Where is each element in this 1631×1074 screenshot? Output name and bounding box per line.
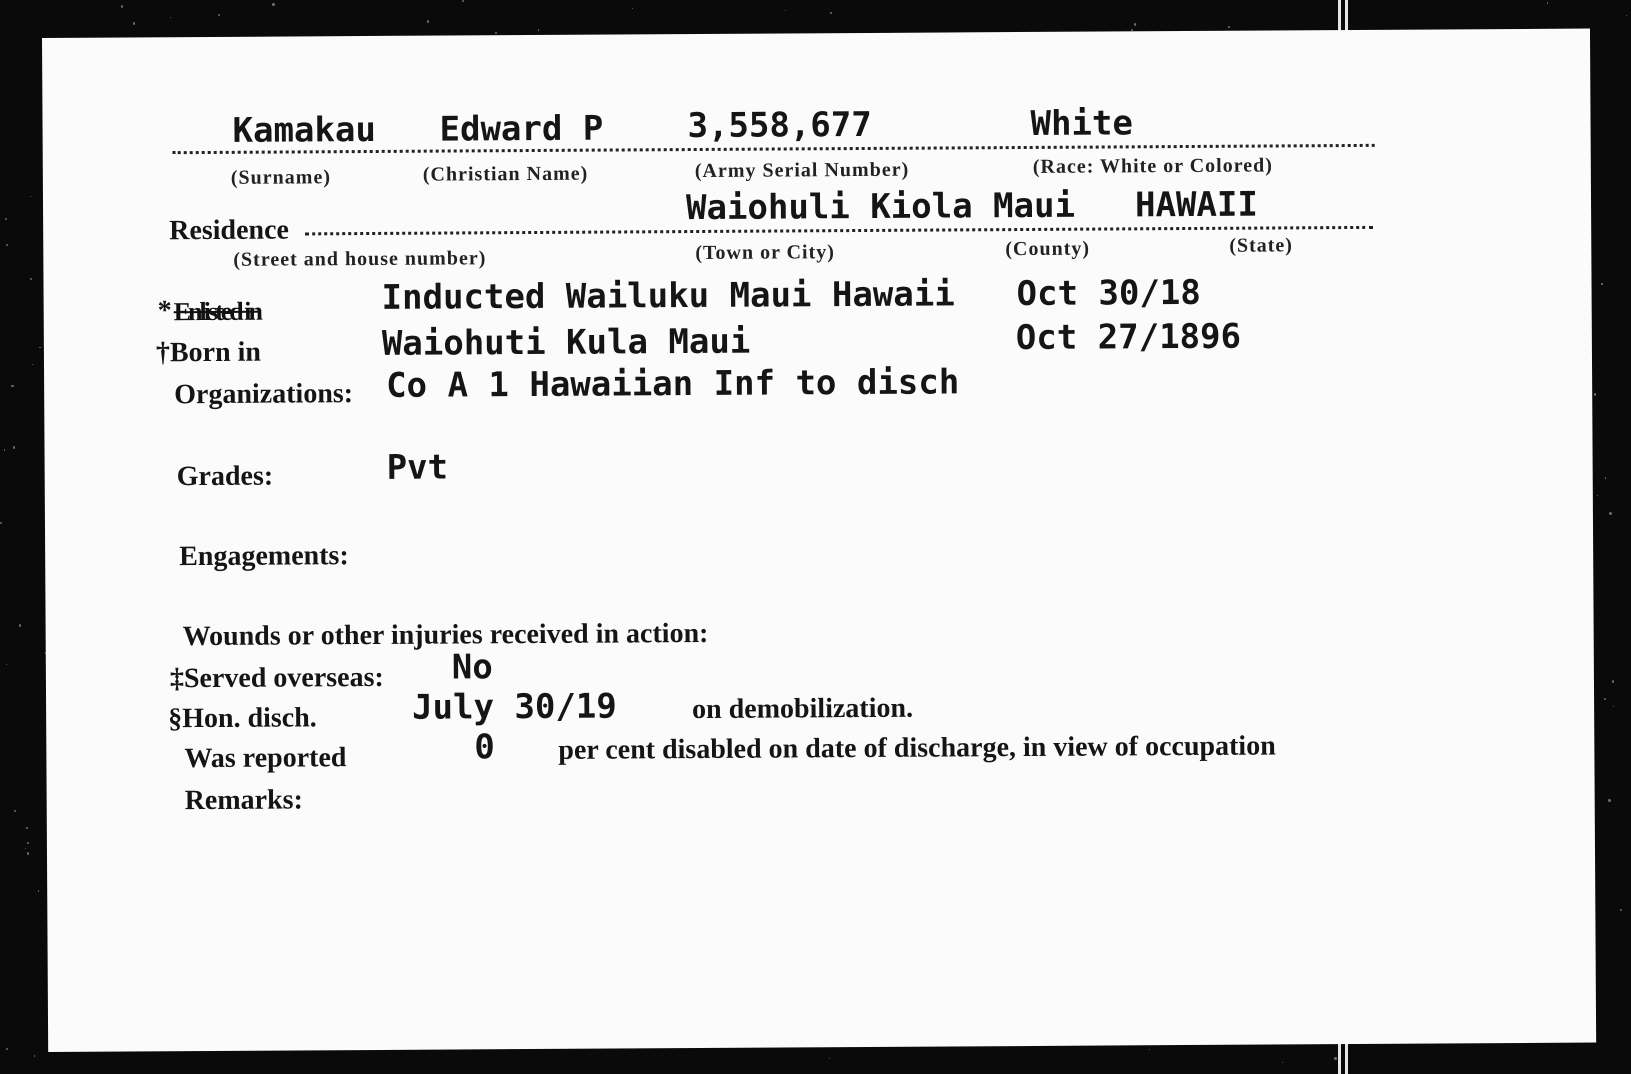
grades-value: Pvt (386, 447, 449, 488)
hon-disch-suffix: on demobilization. (692, 692, 914, 726)
scan-noise-speck (1334, 1057, 1337, 1060)
born-label: †Born in (155, 336, 262, 369)
surname-value: Kamakau (232, 109, 376, 151)
scan-noise-speck (170, 17, 171, 18)
caption-serial-number: (Army Serial Number) (694, 158, 910, 183)
scan-noise-speck (6, 244, 9, 247)
caption-street: (Street and house number) (233, 247, 487, 271)
scan-noise-speck (1134, 23, 1137, 26)
scan-noise-speck (26, 827, 28, 829)
grades-label: Grades: (176, 460, 274, 493)
scan-noise-speck (27, 842, 29, 844)
residence-town-value: Waiohuli Kiola Maui (685, 185, 1076, 229)
scan-noise-speck (38, 890, 40, 892)
organizations-value: Co A 1 Hawaiian Inf to disch (386, 362, 960, 406)
organizations-label: Organizations: (174, 378, 354, 411)
scan-noise-speck (6, 664, 7, 665)
scan-noise-speck (1608, 799, 1611, 802)
caption-town: (Town or City) (695, 241, 835, 265)
inducted-date-value: Oct 30/18 (1016, 272, 1201, 315)
scan-noise-speck (1282, 1062, 1283, 1063)
scan-noise-speck (538, 29, 539, 30)
race-value: White (1030, 103, 1134, 144)
scan-noise-speck (19, 624, 22, 627)
inducted-value: Inducted Wailuku Maui Hawaii (381, 274, 955, 318)
scan-noise-speck (11, 385, 13, 387)
service-record-card (42, 29, 1596, 1052)
scan-noise-speck (6, 1048, 8, 1050)
remarks-label: Remarks: (184, 784, 303, 817)
scan-noise-speck (34, 1055, 36, 1057)
scan-noise-speck (495, 32, 497, 34)
scan-noise-speck (1228, 26, 1230, 28)
scan-noise-speck (272, 3, 275, 6)
scan-noise-speck (1149, 1049, 1150, 1050)
served-overseas-value: No (451, 647, 493, 688)
scan-noise-speck (121, 5, 123, 7)
scan-noise-speck (1601, 283, 1602, 284)
scan-noise-speck (1609, 512, 1612, 515)
scan-noise-speck (830, 12, 832, 14)
enlisted-marker: * (157, 295, 172, 327)
scan-noise-speck (218, 14, 220, 16)
born-date-value: Oct 27/1896 (1015, 316, 1242, 359)
scan-noise-speck (1547, 2, 1549, 4)
scan-noise-speck (39, 347, 41, 349)
scan-noise-speck (1604, 698, 1606, 700)
residence-label: Residence (169, 214, 290, 247)
caption-race: (Race: White or Colored) (1032, 154, 1273, 178)
scan-noise-speck (4, 449, 6, 451)
scan-noise-speck (27, 852, 29, 854)
scan-noise-speck (1626, 15, 1627, 16)
scan-noise-speck (1620, 909, 1623, 912)
engagements-label: Engagements: (179, 540, 349, 573)
scan-noise-speck (30, 278, 33, 281)
scan-noise-speck (1605, 477, 1606, 478)
disability-percent-value: 0 (474, 727, 495, 768)
scan-noise-speck (25, 848, 26, 849)
scan-noise-speck (1597, 495, 1598, 496)
scan-noise-speck (1594, 393, 1596, 395)
scan-noise-speck (133, 22, 135, 24)
was-reported-suffix: per cent disabled on date of discharge, in view of occupation (558, 730, 1276, 766)
enlisted-label-struck: Enlisted in (173, 296, 260, 327)
caption-surname: (Surname) (230, 166, 332, 189)
scan-noise-speck (30, 196, 32, 198)
caption-christian-name: (Christian Name) (422, 162, 589, 186)
scan-noise-speck (5, 218, 7, 220)
scan-noise-speck (13, 446, 15, 448)
residence-state-value: HAWAII (1134, 184, 1258, 226)
scan-noise-speck (0, 522, 2, 524)
born-place-value: Waiohuti Kula Maui (381, 321, 751, 364)
caption-county: (County) (1005, 237, 1091, 261)
scan-noise-speck (785, 10, 786, 11)
scan-noise-speck (14, 810, 16, 812)
christian-name-value: Edward P (439, 108, 604, 150)
caption-state: (State) (1229, 234, 1293, 257)
scan-noise-speck (32, 364, 33, 365)
served-overseas-label: ‡Served overseas: (169, 661, 384, 695)
serial-number-value: 3,558,677 (687, 104, 872, 147)
scan-noise-speck (632, 8, 633, 9)
scan-noise-speck (427, 20, 430, 23)
hon-disch-date-value: July 30/19 (411, 686, 617, 728)
scan-noise-speck (1612, 680, 1615, 683)
residence-dotted-line (305, 226, 1373, 236)
scan-noise-speck (829, 1058, 830, 1059)
was-reported-label: Was reported (184, 742, 347, 775)
wounds-label: Wounds or other injuries received in action: (182, 617, 709, 653)
scan-noise-speck (462, 0, 464, 2)
hon-disch-label: §Hon. disch. (168, 702, 317, 735)
scan-noise-speck (1613, 706, 1614, 707)
